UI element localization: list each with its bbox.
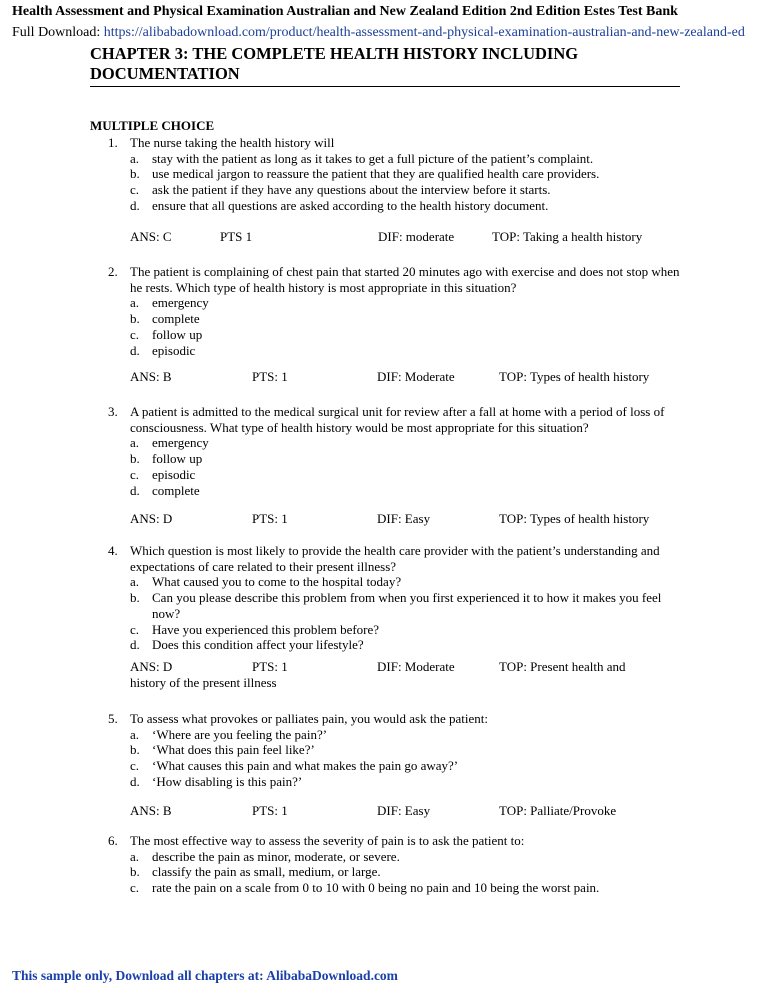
topic: TOP: Present health and	[499, 658, 626, 674]
option	[130, 327, 688, 343]
question-5	[108, 711, 688, 819]
option-letter: d.	[130, 637, 140, 653]
download-label: Full Download:	[12, 25, 101, 40]
chapter-title-line2: DOCUMENTATION	[90, 64, 240, 83]
option-text: ‘What causes this pain and what makes the pain go away?’	[152, 758, 459, 774]
option-text: follow up	[152, 326, 203, 342]
answer: ANS: B	[130, 369, 172, 385]
question-2	[108, 264, 688, 385]
chapter-divider	[90, 86, 680, 87]
question-1	[108, 135, 688, 245]
answer-row	[130, 229, 688, 245]
option-letter: c.	[130, 880, 140, 896]
question-text: The patient is complaining of chest pain that started 20 minutes ago with exercise and does not stop when he rests. Which type of health history is most appropriate in this situation?	[130, 264, 680, 295]
option-text: classify the pain as small, medium, or large.	[152, 864, 381, 880]
option-text: ‘Where are you feeling the pain?’	[152, 726, 328, 742]
option-letter: c.	[130, 326, 140, 342]
option-letter: b.	[130, 590, 140, 606]
option	[130, 343, 688, 359]
topic: TOP: Taking a health history	[492, 228, 643, 244]
option-letter: c.	[130, 621, 140, 637]
option-text: stay with the patient as long as it takes to get a full picture of the patient’s complaint.	[152, 150, 594, 166]
option	[130, 590, 688, 621]
question-text: The most effective way to assess the severity of pain is to ask the patient to:	[130, 833, 525, 848]
option	[130, 467, 688, 483]
option-text: ‘What does this pain feel like?’	[152, 742, 315, 758]
answer: ANS: D	[130, 511, 173, 527]
question-number: 3.	[108, 404, 118, 419]
points: PTS 1	[220, 228, 253, 244]
option	[130, 849, 688, 865]
answer-row	[130, 511, 688, 527]
difficulty: DIF: moderate	[378, 228, 455, 244]
option-letter: c.	[130, 758, 140, 774]
option	[130, 864, 688, 880]
answer: ANS: C	[130, 228, 172, 244]
points: PTS: 1	[252, 511, 288, 527]
option-letter: a.	[130, 295, 140, 311]
option-text: use medical jargon to reassure the patient that they are qualified health care providers.	[152, 166, 600, 182]
option-letter: d.	[130, 342, 140, 358]
answer: ANS: D	[130, 658, 173, 674]
option-text: follow up	[152, 451, 203, 467]
option-text: Does this condition affect your lifestyle?	[152, 637, 364, 653]
option-text: emergency	[152, 435, 209, 451]
question-text: The nurse taking the health history will	[130, 135, 335, 150]
option-text: episodic	[152, 342, 196, 358]
header-title: Health Assessment and Physical Examination Australian and New Zealand Edition 2nd Edition Estes Test Bank	[12, 4, 678, 19]
option-letter: d.	[130, 197, 140, 213]
option-letter: a.	[130, 726, 140, 742]
option-text: emergency	[152, 295, 209, 311]
difficulty: DIF: Moderate	[377, 369, 455, 385]
option	[130, 311, 688, 327]
option-letter: c.	[130, 466, 140, 482]
topic: TOP: Types of health history	[499, 511, 650, 527]
option-text: What caused you to come to the hospital today?	[152, 574, 402, 590]
option-letter: a.	[130, 150, 140, 166]
points: PTS: 1	[252, 369, 288, 385]
option	[130, 435, 688, 451]
option	[130, 198, 688, 214]
question-number: 4.	[108, 543, 118, 558]
question-number: 2.	[108, 264, 118, 279]
option-letter: b.	[130, 451, 140, 467]
answer: ANS: B	[130, 802, 172, 818]
question-6	[108, 833, 688, 896]
option	[130, 574, 688, 590]
option-text: ask the patient if they have any questions about the interview before it starts.	[152, 182, 551, 198]
option-letter: c.	[130, 182, 140, 198]
option-letter: a.	[130, 435, 140, 451]
option-text: Have you experienced this problem before?	[152, 621, 380, 637]
option	[130, 182, 688, 198]
option	[130, 451, 688, 467]
question-text: Which question is most likely to provide the health care provider with the patient’s understanding and expectations of care related to their present illness?	[130, 543, 660, 574]
question-text: To assess what provokes or palliates pain, you would ask the patient:	[130, 711, 488, 726]
option	[130, 483, 688, 499]
points: PTS: 1	[252, 658, 288, 674]
question-number: 1.	[108, 135, 118, 150]
topic: TOP: Types of health history	[499, 369, 650, 385]
answer-row	[130, 369, 688, 385]
option-letter: d.	[130, 482, 140, 498]
option-text: ‘How disabling is this pain?’	[152, 773, 303, 789]
option-letter: b.	[130, 166, 140, 182]
chapter-title	[90, 44, 680, 84]
topic-continued: history of the present illness	[130, 674, 277, 690]
footer-download-note[interactable]: This sample only, Download all chapters at: AlibabaDownload.com	[12, 968, 398, 983]
answer-row	[130, 659, 688, 675]
download-line	[12, 25, 768, 41]
option-letter: b.	[130, 864, 140, 880]
option	[130, 295, 688, 311]
download-link[interactable]: https://alibabadownload.com/product/health-assessment-and-physical-examination-australian-and-new-zealand-ed	[103, 25, 745, 40]
chapter-title-line1: CHAPTER 3: THE COMPLETE HEALTH HISTORY INCLUDING	[90, 44, 579, 63]
option	[130, 742, 688, 758]
option-text: complete	[152, 311, 200, 327]
question-3	[108, 404, 688, 527]
section-title: MULTIPLE CHOICE	[90, 118, 215, 133]
option-letter: b.	[130, 311, 140, 327]
option	[130, 622, 688, 638]
question-text: A patient is admitted to the medical surgical unit for review after a fall at home with a period of loss of consciousness. What type of health history would be most appropriate for this situation?	[130, 404, 665, 435]
option-text: Can you please describe this problem from when you first experienced it to how it makes you feel now?	[152, 590, 662, 621]
difficulty: DIF: Easy	[377, 511, 431, 527]
option	[130, 166, 688, 182]
option-letter: a.	[130, 574, 140, 590]
question-number: 5.	[108, 711, 118, 726]
difficulty: DIF: Moderate	[377, 658, 455, 674]
option-text: ensure that all questions are asked according to the health history document.	[152, 197, 549, 213]
option	[130, 727, 688, 743]
option	[130, 774, 688, 790]
question-number: 6.	[108, 833, 118, 848]
option-text: rate the pain on a scale from 0 to 10 with 0 being no pain and 10 being the worst pain.	[152, 880, 600, 896]
points: PTS: 1	[252, 802, 288, 818]
option	[130, 880, 688, 896]
option	[130, 151, 688, 167]
option-text: complete	[152, 482, 200, 498]
option-letter: b.	[130, 742, 140, 758]
option	[130, 637, 688, 653]
option	[130, 758, 688, 774]
option-letter: a.	[130, 848, 140, 864]
difficulty: DIF: Easy	[377, 802, 431, 818]
option-text: describe the pain as minor, moderate, or severe.	[152, 848, 400, 864]
option-letter: d.	[130, 773, 140, 789]
option-text: episodic	[152, 466, 196, 482]
answer-row	[130, 803, 688, 819]
question-4	[108, 543, 688, 691]
topic: TOP: Palliate/Provoke	[499, 802, 617, 818]
